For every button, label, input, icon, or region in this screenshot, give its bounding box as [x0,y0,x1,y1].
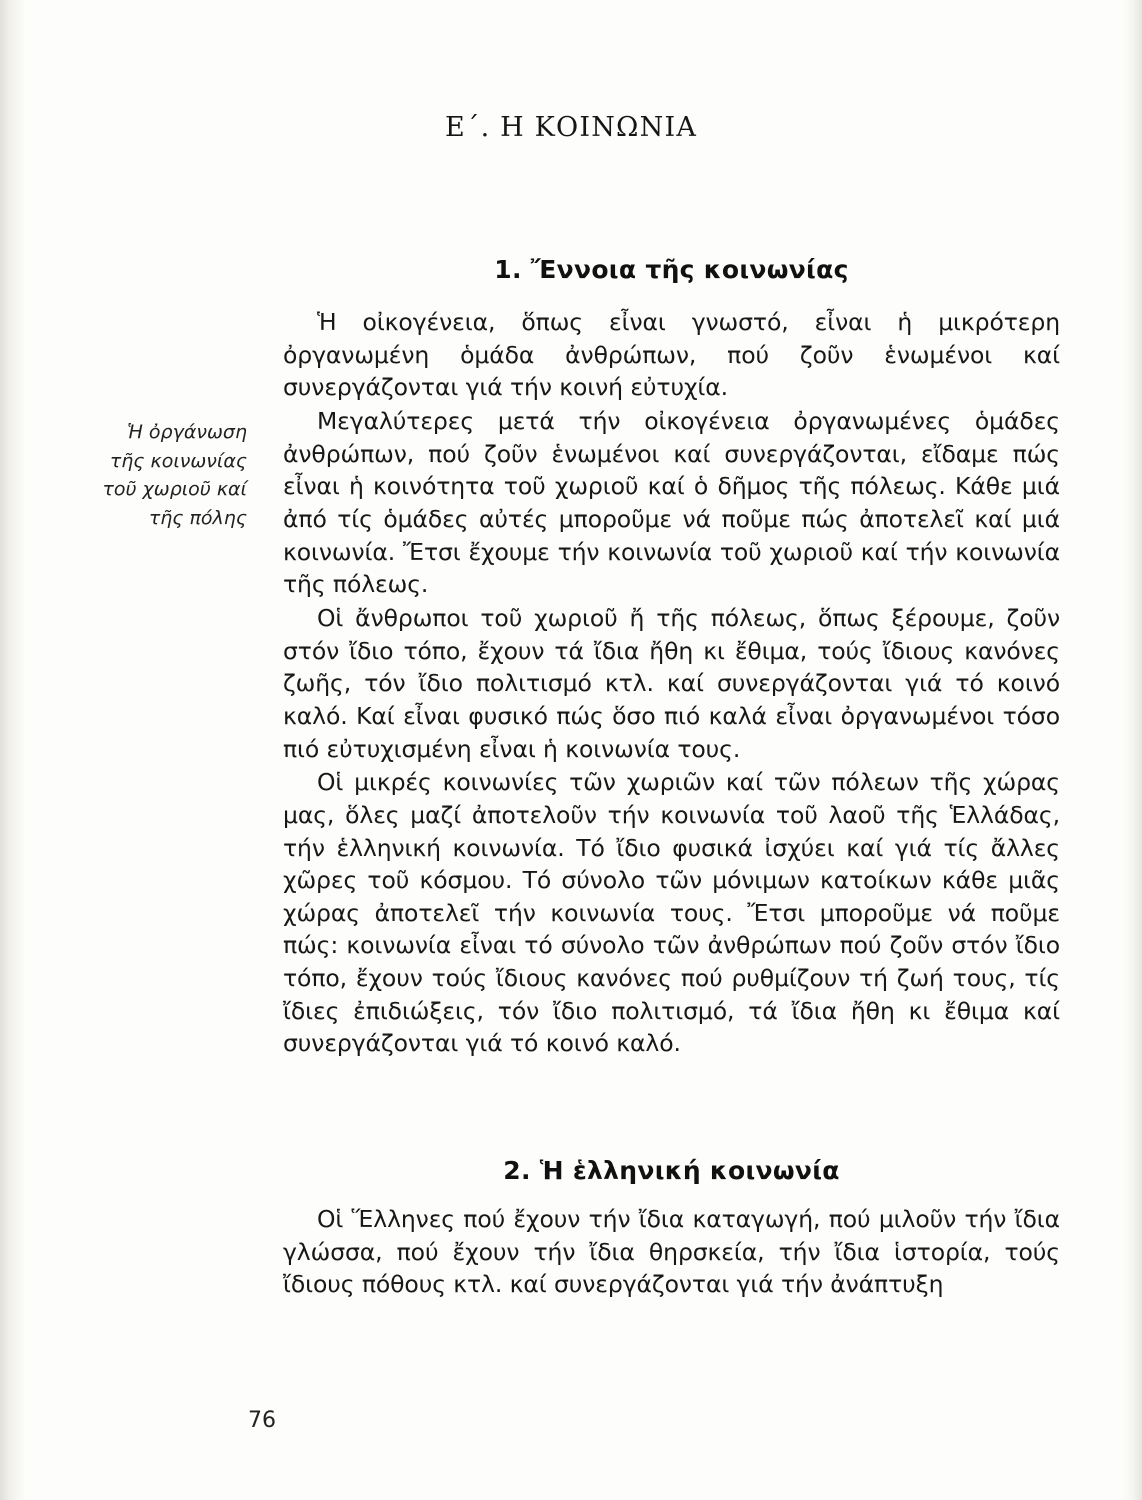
paragraph: Ἡ οἰκογένεια, ὅπως εἶναι γνωστό, εἶναι ἡ μικρότερη ὀργανωμένη ὁμάδα ἀνθρώπων, πού ζοῦν ἑνωμένοι καί συνεργάζονται γιά τήν κοινή εὐτυχία. [283,308,1060,402]
paragraph: Οἱ ἄνθρωποι τοῦ χωριοῦ ἤ τῆς πόλεως, ὅπως ξέρουμε, ζοῦν στόν ἴδιο τόπο, ἔχουν τά ἴδια ἤθη κι ἔθιμα, τούς ἴδιους κανόνες ζωῆς, τόν ἴδιο πολιτισμό κτλ. καί συνεργάζονται γιά τό κοινό καλό. Καί εἶναι φυσικό πώς ὅσο πιό καλά εἶναι ὀργανωμένοι τόσο πιό εὐτυχισμένη εἶναι ἡ κοινωνία τους. [283,603,1060,763]
section-spacer [283,1060,1060,1156]
page-number: 76 [248,1408,276,1433]
margin-note: Ἡ ὀργάνωση τῆς κοινωνίας τοῦ χωριοῦ καί τῆς πόλης [102,421,247,529]
section-heading-1: 1. Ἔννοια τῆς κοινωνίας [494,255,849,284]
paragraph: Μεγαλύτερες μετά τήν οἰκογένεια ὀργανωμένες ὁμάδες ἀνθρώπων, πού ζοῦν ἑνωμένοι καί συνεργάζονται, εἴδαμε πώς εἶναι ἡ κοινότητα τοῦ χωριοῦ καί ὁ δῆμος τῆς πόλεως. Κάθε μιά ἀπό τίς ὁμάδες αὐτές μποροῦμε νά ποῦμε πώς ἀποτελεῖ καί μιά κοινωνία. Ἔτσι ἔχουμε τήν κοινωνία τοῦ χωριοῦ καί τήν κοινωνία τῆς πόλεως. [283,406,1060,599]
body-column [283,255,1060,1301]
paragraph: Οἱ μικρές κοινωνίες τῶν χωριῶν καί τῶν πόλεων τῆς χώρας μας, ὅλες μαζί ἀποτελοῦν τήν κοινωνία τοῦ λαοῦ τῆς Ἑλλάδας, τήν ἑλληνική κοινωνία. Τό ἴδιο φυσικά ἰσχύει καί γιά τίς ἄλλες χῶρες τοῦ κόσμου. Τό σύνολο τῶν μόνιμων κατοίκων κάθε μιᾶς χώρας ἀποτελεῖ τήν κοινωνία τους. Ἔτσι μποροῦμε νά ποῦμε πώς: κοινωνία εἶναι τό σύνολο τῶν ἀνθρώπων πού ζοῦν στόν ἴδιο τόπο, ἔχουν τούς ἴδιους κανόνες πού ρυθμίζουν τή ζωή τους, τίς ἴδιες ἐπιδιώξεις, τόν ἴδιο πολιτισμό, τά ἴδια ἤθη κι ἔθιμα καί συνεργάζονται γιά τό κοινό καλό. [283,768,1060,1058]
chapter-title: Ε΄. Η ΚΟΙΝΩΝΙΑ [444,112,698,143]
paragraph: Οἱ Ἕλληνες πού ἔχουν τήν ἴδια καταγωγή, πού μιλοῦν τήν ἴδια γλώσσα, πού ἔχουν τήν ἴδια θηρσκεία, τήν ἴδια ἱστορία, τούς ἴδιους πόθους κτλ. καί συνεργάζονται γιά τήν ἀνάπτυξη [283,1205,1060,1299]
section-heading-2: 2. Ἡ ἑλληνική κοινωνία [503,1156,840,1186]
